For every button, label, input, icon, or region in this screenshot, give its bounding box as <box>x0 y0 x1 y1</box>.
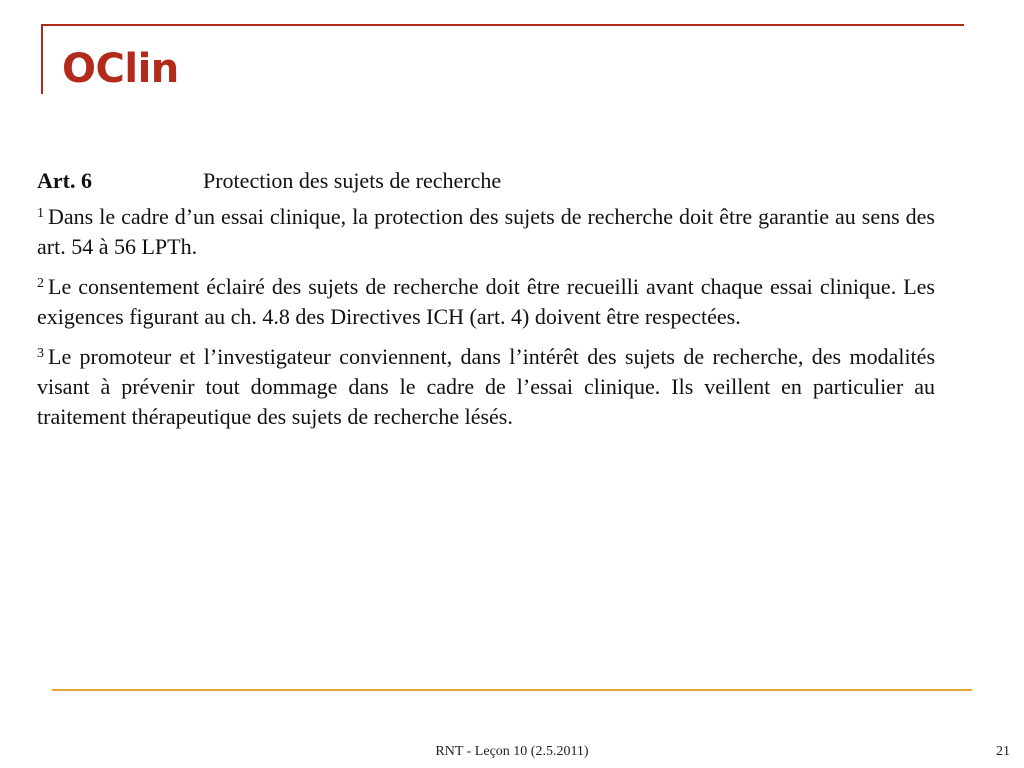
article-paragraph-2 <box>37 272 935 332</box>
paragraph-marker: 2 <box>37 276 44 291</box>
slide-title: OClin <box>62 46 179 92</box>
article-heading: Protection des sujets de recherche <box>203 168 502 193</box>
title-frame-top-line <box>41 24 964 26</box>
article-excerpt <box>37 166 935 442</box>
footer-caption: RNT - Leçon 10 (2.5.2011) <box>435 744 589 759</box>
paragraph-marker: 3 <box>37 346 44 361</box>
paragraph-marker: 1 <box>37 206 44 221</box>
page-number: 21 <box>996 744 1010 759</box>
paragraph-text: Le consentement éclairé des sujets de recherche doit être recueilli avant chaque essai clinique. Les exigences figurant au ch. 4.8 des Directives ICH (art. 4) doivent être respectées. <box>37 274 935 329</box>
footer-divider <box>52 689 972 691</box>
article-number: Art. 6 <box>37 168 92 193</box>
article-paragraph-1 <box>37 202 935 262</box>
article-paragraph-3 <box>37 342 935 432</box>
article-header <box>37 166 935 196</box>
paragraph-text: Dans le cadre d’un essai clinique, la protection des sujets de recherche doit être garantie au sens des art. 54 à 56 LPTh. <box>37 204 935 259</box>
title-frame-left-line <box>41 24 43 94</box>
paragraph-text: Le promoteur et l’investigateur conviennent, dans l’intérêt des sujets de recherche, des modalités visant à prévenir tout dommage dans le cadre de l’essai clinique. Ils veillent en particulier au traitement thérapeutique des sujets de recherche lésés. <box>37 344 935 429</box>
